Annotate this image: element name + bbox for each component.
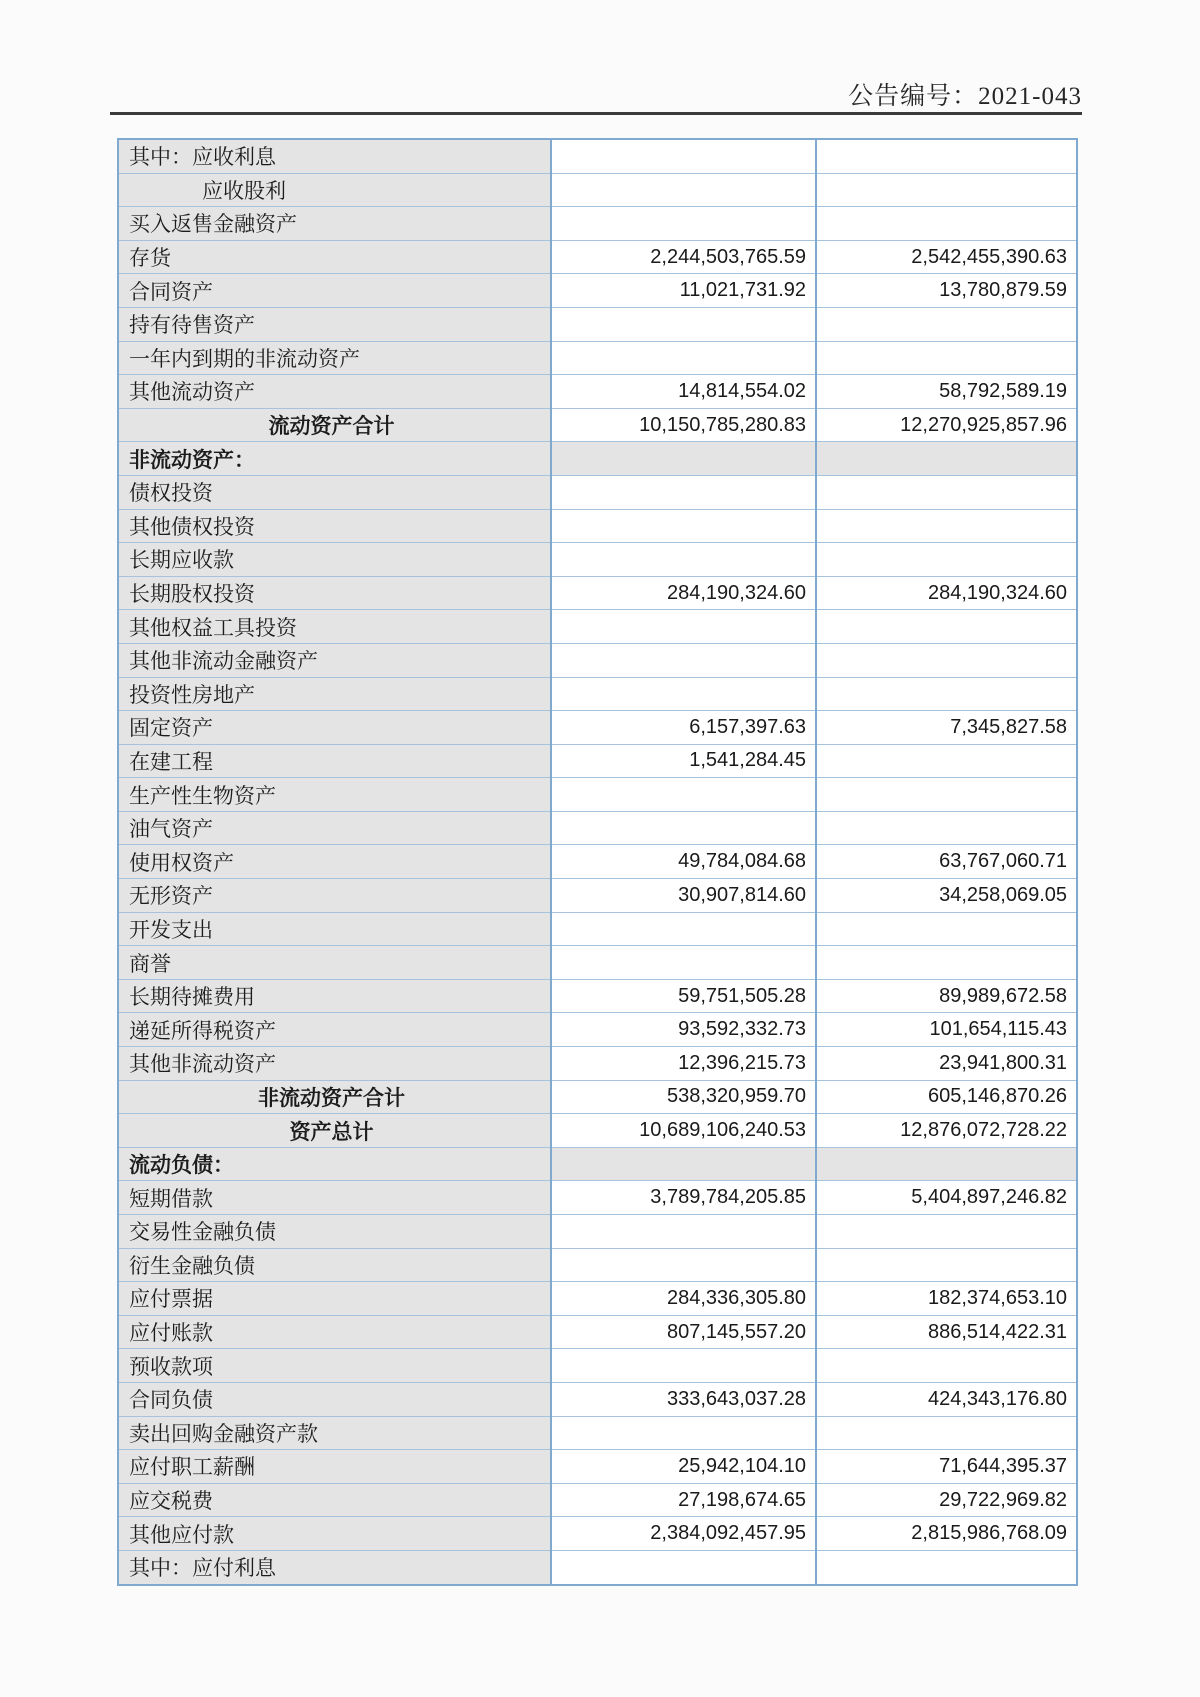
amount-cell-col1 bbox=[551, 610, 816, 644]
table-row bbox=[118, 1550, 1077, 1584]
account-label-cell: 递延所得税资产 bbox=[118, 1013, 551, 1047]
account-label-cell: 持有待售资产 bbox=[118, 307, 551, 341]
table-row bbox=[118, 946, 1077, 980]
table-row bbox=[118, 1382, 1077, 1416]
amount-cell-col2: 605,146,870.26 bbox=[816, 1080, 1077, 1114]
table-row bbox=[118, 677, 1077, 711]
account-label-cell: 开发支出 bbox=[118, 912, 551, 946]
amount-cell-col2 bbox=[816, 778, 1077, 812]
table-row bbox=[118, 643, 1077, 677]
amount-cell-col2 bbox=[816, 946, 1077, 980]
account-label-cell: 流动负债： bbox=[118, 1147, 551, 1181]
account-label-cell: 短期借款 bbox=[118, 1181, 551, 1215]
account-label-cell: 其中：应付利息 bbox=[118, 1550, 551, 1584]
amount-cell-col2: 101,654,115.43 bbox=[816, 1013, 1077, 1047]
amount-cell-col2: 182,374,653.10 bbox=[816, 1282, 1077, 1316]
table-row bbox=[118, 139, 1077, 173]
amount-cell-col2: 89,989,672.58 bbox=[816, 979, 1077, 1013]
account-label-cell: 交易性金融负债 bbox=[118, 1215, 551, 1249]
account-label-cell: 固定资产 bbox=[118, 711, 551, 745]
amount-cell-col1 bbox=[551, 1349, 816, 1383]
amount-cell-col2 bbox=[816, 475, 1077, 509]
table-row bbox=[118, 1450, 1077, 1484]
header-divider bbox=[110, 112, 1082, 115]
amount-cell-col2: 7,345,827.58 bbox=[816, 711, 1077, 745]
amount-cell-col2 bbox=[816, 509, 1077, 543]
amount-cell-col2 bbox=[816, 341, 1077, 375]
amount-cell-col1 bbox=[551, 173, 816, 207]
amount-cell-col2 bbox=[816, 1550, 1077, 1584]
amount-cell-col1 bbox=[551, 1215, 816, 1249]
amount-cell-col2: 23,941,800.31 bbox=[816, 1047, 1077, 1081]
amount-cell-col1: 30,907,814.60 bbox=[551, 879, 816, 913]
amount-cell-col2: 13,780,879.59 bbox=[816, 274, 1077, 308]
amount-cell-col2: 71,644,395.37 bbox=[816, 1450, 1077, 1484]
amount-cell-col1: 27,198,674.65 bbox=[551, 1483, 816, 1517]
account-label-cell: 预收款项 bbox=[118, 1349, 551, 1383]
account-label-cell: 卖出回购金融资产款 bbox=[118, 1416, 551, 1450]
amount-cell-col2 bbox=[816, 1215, 1077, 1249]
amount-cell-col1 bbox=[551, 139, 816, 173]
amount-cell-col2: 34,258,069.05 bbox=[816, 879, 1077, 913]
amount-cell-col1 bbox=[551, 442, 816, 476]
account-label-cell: 应收股利 bbox=[118, 173, 551, 207]
table-row bbox=[118, 778, 1077, 812]
account-label-cell: 长期应收款 bbox=[118, 543, 551, 577]
amount-cell-col2: 63,767,060.71 bbox=[816, 845, 1077, 879]
account-label-cell: 应交税费 bbox=[118, 1483, 551, 1517]
account-label-cell: 衍生金融负债 bbox=[118, 1248, 551, 1282]
amount-cell-col2: 29,722,969.82 bbox=[816, 1483, 1077, 1517]
amount-cell-col1: 538,320,959.70 bbox=[551, 1080, 816, 1114]
table-row bbox=[118, 1080, 1077, 1114]
document-header bbox=[110, 76, 1082, 112]
amount-cell-col1 bbox=[551, 1550, 816, 1584]
balance-sheet-table bbox=[117, 138, 1078, 1586]
account-label-cell: 其他非流动金融资产 bbox=[118, 643, 551, 677]
amount-cell-col1: 807,145,557.20 bbox=[551, 1315, 816, 1349]
amount-cell-col2: 12,876,072,728.22 bbox=[816, 1114, 1077, 1148]
amount-cell-col2 bbox=[816, 1147, 1077, 1181]
amount-cell-col1 bbox=[551, 543, 816, 577]
table-row bbox=[118, 442, 1077, 476]
table-row bbox=[118, 1315, 1077, 1349]
amount-cell-col1: 6,157,397.63 bbox=[551, 711, 816, 745]
amount-cell-col1: 10,150,785,280.83 bbox=[551, 408, 816, 442]
amount-cell-col1 bbox=[551, 912, 816, 946]
amount-cell-col1: 25,942,104.10 bbox=[551, 1450, 816, 1484]
account-label-cell: 长期待摊费用 bbox=[118, 979, 551, 1013]
table-row bbox=[118, 1114, 1077, 1148]
table-row bbox=[118, 811, 1077, 845]
account-label-cell: 买入返售金融资产 bbox=[118, 207, 551, 241]
amount-cell-col1 bbox=[551, 1248, 816, 1282]
table-row bbox=[118, 979, 1077, 1013]
amount-cell-col2 bbox=[816, 173, 1077, 207]
amount-cell-col1: 333,643,037.28 bbox=[551, 1382, 816, 1416]
amount-cell-col2 bbox=[816, 1349, 1077, 1383]
amount-cell-col1: 12,396,215.73 bbox=[551, 1047, 816, 1081]
amount-cell-col2 bbox=[816, 207, 1077, 241]
amount-cell-col1: 10,689,106,240.53 bbox=[551, 1114, 816, 1148]
amount-cell-col1: 14,814,554.02 bbox=[551, 375, 816, 409]
account-label-cell: 长期股权投资 bbox=[118, 576, 551, 610]
amount-cell-col2: 5,404,897,246.82 bbox=[816, 1181, 1077, 1215]
account-label-cell: 债权投资 bbox=[118, 475, 551, 509]
amount-cell-col1: 2,384,092,457.95 bbox=[551, 1517, 816, 1551]
amount-cell-col1: 93,592,332.73 bbox=[551, 1013, 816, 1047]
table-row bbox=[118, 1215, 1077, 1249]
balance-sheet-body bbox=[118, 139, 1077, 1585]
table-row bbox=[118, 576, 1077, 610]
account-label-cell: 合同负债 bbox=[118, 1382, 551, 1416]
table-row bbox=[118, 879, 1077, 913]
table-row bbox=[118, 711, 1077, 745]
account-label-cell: 投资性房地产 bbox=[118, 677, 551, 711]
account-label-cell: 存货 bbox=[118, 240, 551, 274]
amount-cell-col1: 2,244,503,765.59 bbox=[551, 240, 816, 274]
amount-cell-col1 bbox=[551, 643, 816, 677]
table-row bbox=[118, 845, 1077, 879]
amount-cell-col1: 59,751,505.28 bbox=[551, 979, 816, 1013]
account-label-cell: 应付职工薪酬 bbox=[118, 1450, 551, 1484]
amount-cell-col1 bbox=[551, 811, 816, 845]
account-label-cell: 其他债权投资 bbox=[118, 509, 551, 543]
account-label-cell: 其他非流动资产 bbox=[118, 1047, 551, 1081]
amount-cell-col2: 2,542,455,390.63 bbox=[816, 240, 1077, 274]
table-row bbox=[118, 1248, 1077, 1282]
amount-cell-col1 bbox=[551, 1147, 816, 1181]
account-label-cell: 商誉 bbox=[118, 946, 551, 980]
amount-cell-col2 bbox=[816, 139, 1077, 173]
account-label-cell: 流动资产合计 bbox=[118, 408, 551, 442]
account-label-cell: 非流动资产合计 bbox=[118, 1080, 551, 1114]
account-label-cell: 油气资产 bbox=[118, 811, 551, 845]
table-row bbox=[118, 610, 1077, 644]
table-row bbox=[118, 912, 1077, 946]
account-label-cell: 其他应付款 bbox=[118, 1517, 551, 1551]
amount-cell-col2 bbox=[816, 677, 1077, 711]
table-row bbox=[118, 1013, 1077, 1047]
table-row bbox=[118, 475, 1077, 509]
amount-cell-col2 bbox=[816, 744, 1077, 778]
table-row bbox=[118, 1349, 1077, 1383]
table-row bbox=[118, 1282, 1077, 1316]
amount-cell-col2: 424,343,176.80 bbox=[816, 1382, 1077, 1416]
table-row bbox=[118, 1181, 1077, 1215]
table-row bbox=[118, 307, 1077, 341]
account-label-cell: 合同资产 bbox=[118, 274, 551, 308]
amount-cell-col2 bbox=[816, 610, 1077, 644]
account-label-cell: 一年内到期的非流动资产 bbox=[118, 341, 551, 375]
table-row bbox=[118, 240, 1077, 274]
table-row bbox=[118, 341, 1077, 375]
amount-cell-col1: 11,021,731.92 bbox=[551, 274, 816, 308]
table-row bbox=[118, 1416, 1077, 1450]
amount-cell-col1: 1,541,284.45 bbox=[551, 744, 816, 778]
amount-cell-col1 bbox=[551, 1416, 816, 1450]
account-label-cell: 资产总计 bbox=[118, 1114, 551, 1148]
amount-cell-col2 bbox=[816, 307, 1077, 341]
amount-cell-col1 bbox=[551, 946, 816, 980]
account-label-cell: 生产性生物资产 bbox=[118, 778, 551, 812]
table-row bbox=[118, 173, 1077, 207]
amount-cell-col1: 49,784,084.68 bbox=[551, 845, 816, 879]
amount-cell-col2: 886,514,422.31 bbox=[816, 1315, 1077, 1349]
account-label-cell: 应付票据 bbox=[118, 1282, 551, 1316]
amount-cell-col2: 12,270,925,857.96 bbox=[816, 408, 1077, 442]
account-label-cell: 其他流动资产 bbox=[118, 375, 551, 409]
account-label-cell: 其中：应收利息 bbox=[118, 139, 551, 173]
table-row bbox=[118, 274, 1077, 308]
amount-cell-col1 bbox=[551, 677, 816, 711]
table-row bbox=[118, 1517, 1077, 1551]
account-label-cell: 其他权益工具投资 bbox=[118, 610, 551, 644]
table-row bbox=[118, 1483, 1077, 1517]
amount-cell-col1 bbox=[551, 207, 816, 241]
table-row bbox=[118, 543, 1077, 577]
amount-cell-col1 bbox=[551, 341, 816, 375]
account-label-cell: 应付账款 bbox=[118, 1315, 551, 1349]
table-row bbox=[118, 408, 1077, 442]
amount-cell-col1 bbox=[551, 307, 816, 341]
amount-cell-col2 bbox=[816, 643, 1077, 677]
table-row bbox=[118, 207, 1077, 241]
table-row bbox=[118, 375, 1077, 409]
table-row bbox=[118, 1147, 1077, 1181]
amount-cell-col1 bbox=[551, 778, 816, 812]
notice-number: 公告编号：2021-043 bbox=[848, 83, 1082, 110]
amount-cell-col2: 2,815,986,768.09 bbox=[816, 1517, 1077, 1551]
amount-cell-col2: 58,792,589.19 bbox=[816, 375, 1077, 409]
account-label-cell: 在建工程 bbox=[118, 744, 551, 778]
account-label-cell: 使用权资产 bbox=[118, 845, 551, 879]
amount-cell-col1 bbox=[551, 475, 816, 509]
amount-cell-col2 bbox=[816, 811, 1077, 845]
amount-cell-col2 bbox=[816, 442, 1077, 476]
amount-cell-col1: 284,190,324.60 bbox=[551, 576, 816, 610]
amount-cell-col2 bbox=[816, 543, 1077, 577]
account-label-cell: 无形资产 bbox=[118, 879, 551, 913]
amount-cell-col2 bbox=[816, 1416, 1077, 1450]
amount-cell-col1: 284,336,305.80 bbox=[551, 1282, 816, 1316]
amount-cell-col1: 3,789,784,205.85 bbox=[551, 1181, 816, 1215]
table-row bbox=[118, 509, 1077, 543]
amount-cell-col1 bbox=[551, 509, 816, 543]
table-row bbox=[118, 744, 1077, 778]
account-label-cell: 非流动资产： bbox=[118, 442, 551, 476]
amount-cell-col2: 284,190,324.60 bbox=[816, 576, 1077, 610]
amount-cell-col2 bbox=[816, 912, 1077, 946]
table-row bbox=[118, 1047, 1077, 1081]
amount-cell-col2 bbox=[816, 1248, 1077, 1282]
